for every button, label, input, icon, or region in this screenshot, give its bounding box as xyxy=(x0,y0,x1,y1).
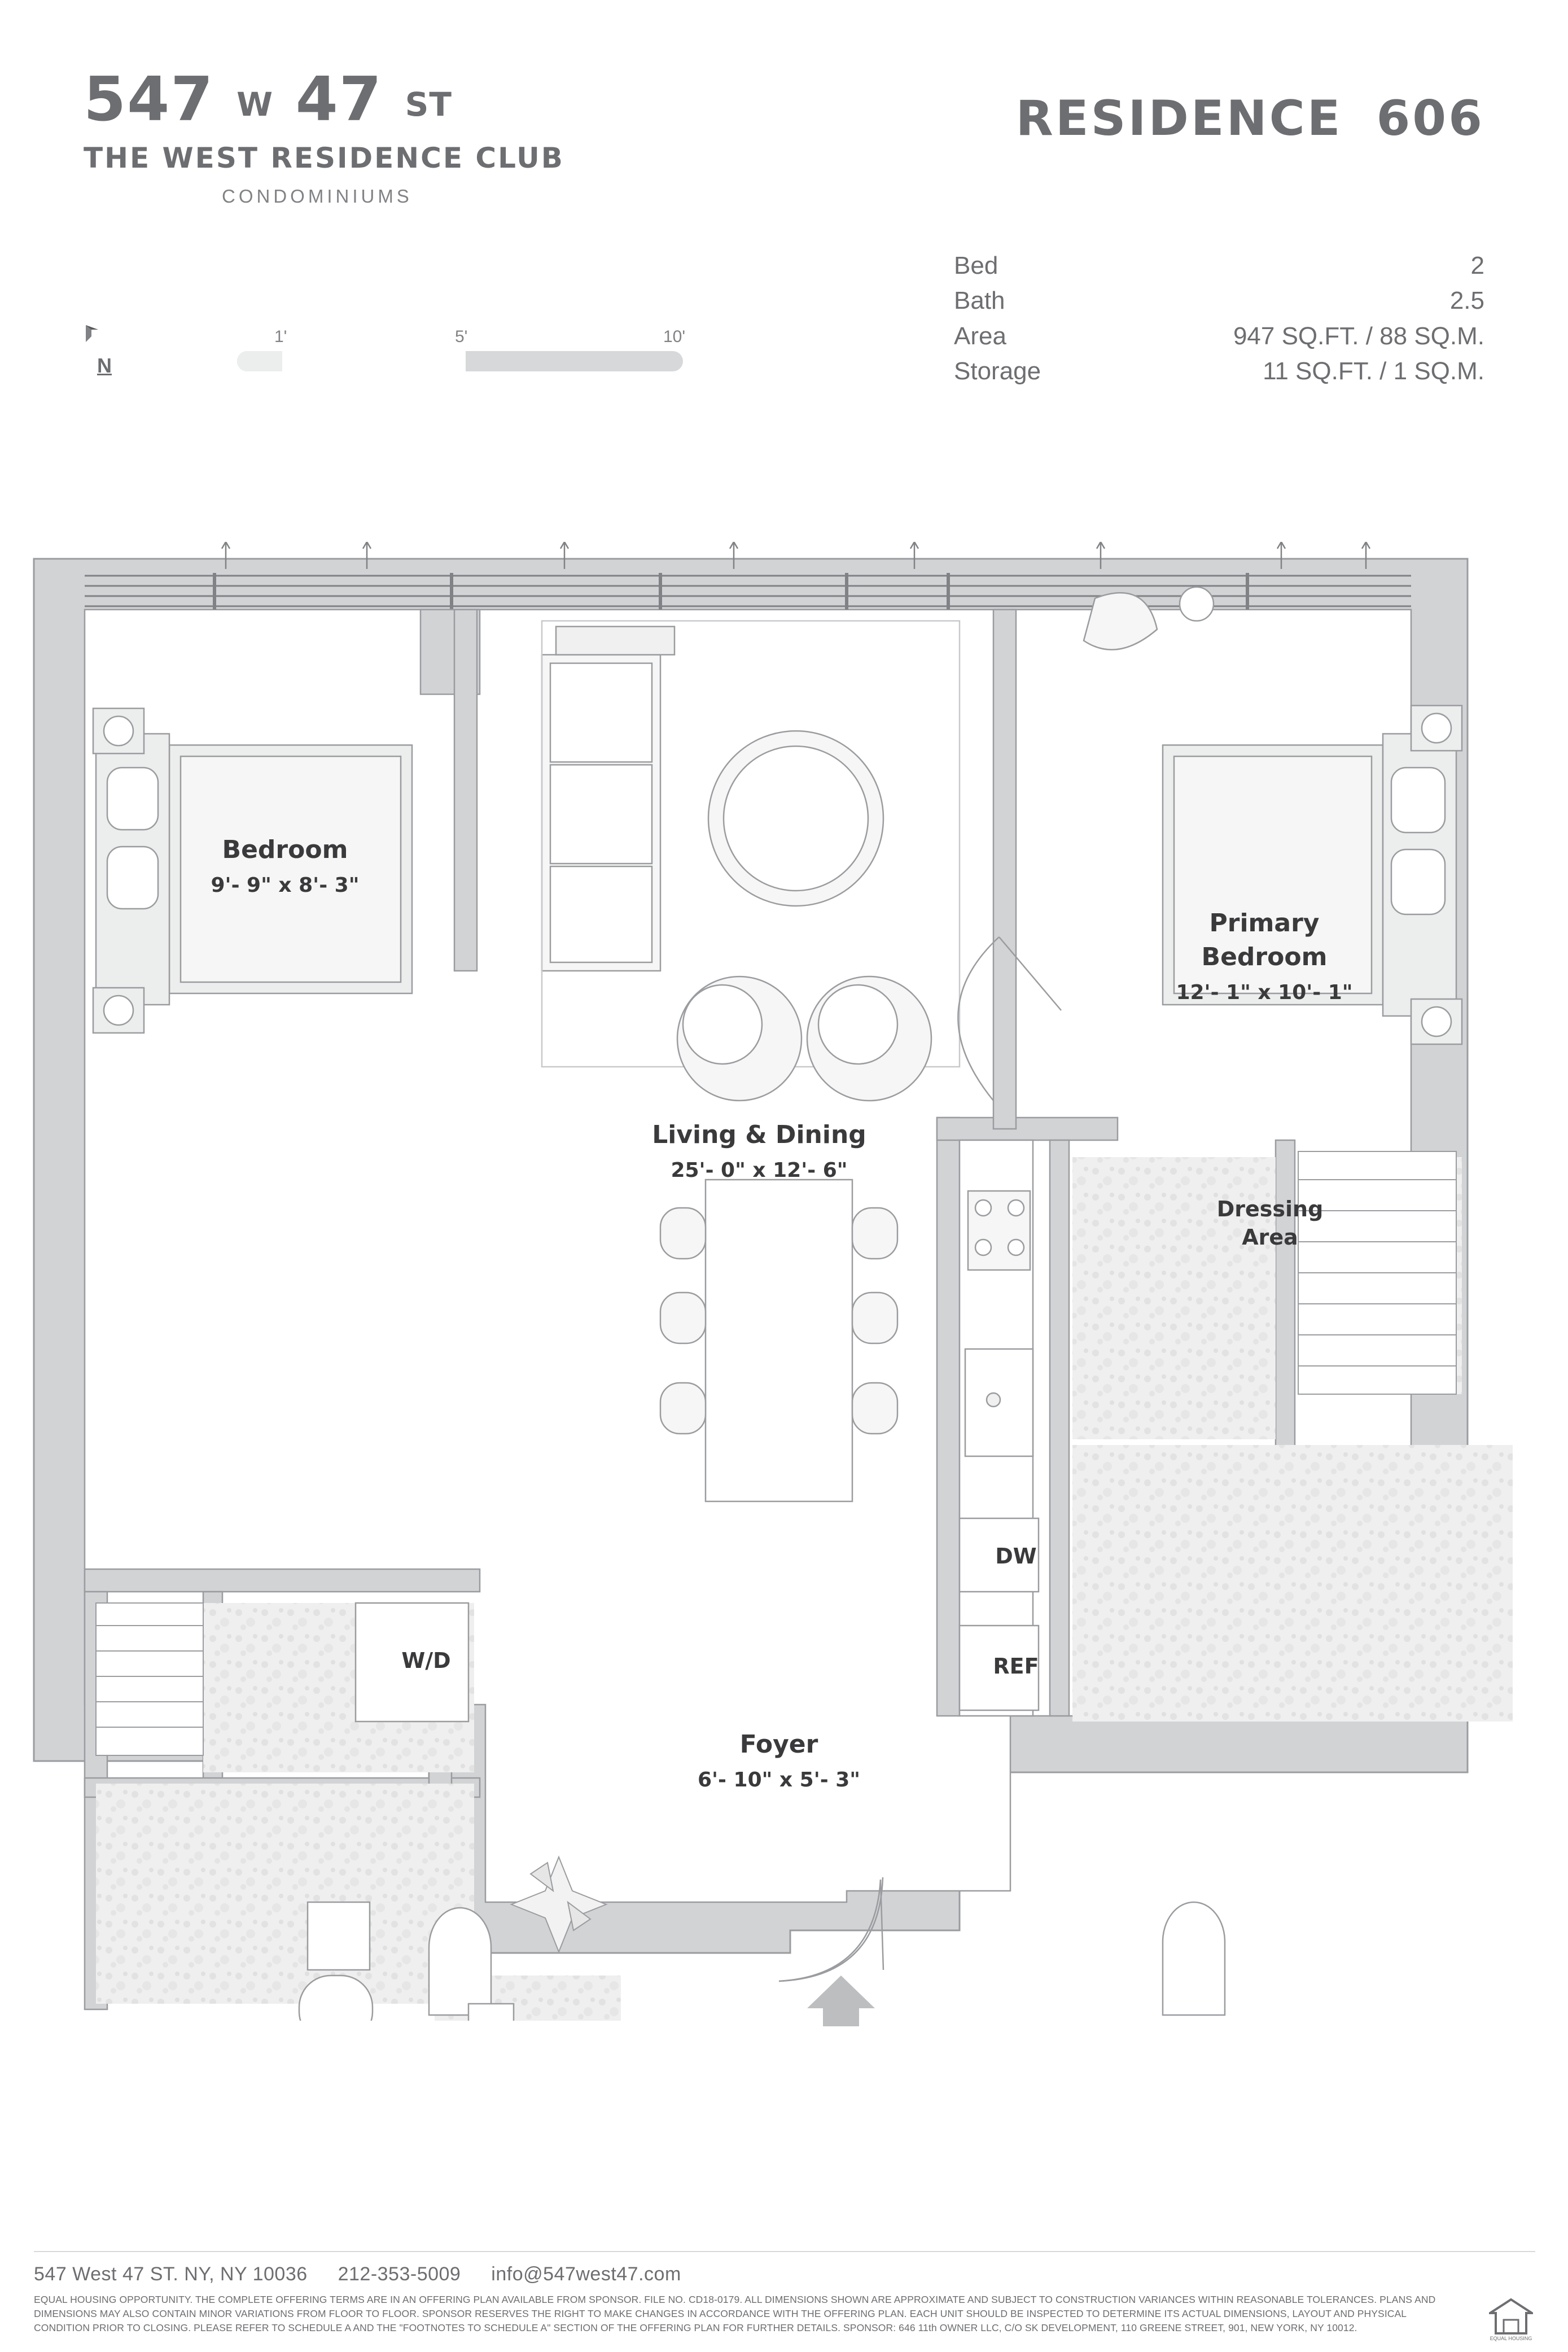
spec-value-bed: 2 xyxy=(1470,252,1484,279)
building-brand xyxy=(84,64,625,207)
appliance-label-dw: DW xyxy=(995,1544,1037,1569)
spec-value-storage: 11 SQ.FT. / 1 SQ.M. xyxy=(1263,357,1484,386)
spec-label-storage: Storage xyxy=(954,357,1041,386)
building-type: CONDOMINIUMS xyxy=(222,186,413,207)
spec-row-bath xyxy=(954,283,1484,318)
room-name-dressing-2: Area xyxy=(1242,1225,1298,1250)
spec-label-bath: Bath xyxy=(954,287,1005,315)
room-dim-primary: 12'- 1" x 10'- 1" xyxy=(1176,981,1353,1004)
appliance-label-wd: W/D xyxy=(401,1648,451,1673)
residence-title xyxy=(1016,90,1484,147)
footer-address: 547 West 47 ST. NY, NY 10036 xyxy=(34,2263,308,2285)
scale-tick-1: 1' xyxy=(274,327,287,346)
building-name-primary xyxy=(84,64,625,135)
north-arrow-icon xyxy=(84,323,123,379)
spec-value-area: 947 SQ.FT. / 88 SQ.M. xyxy=(1233,322,1484,350)
footer-email[interactable]: info@547west47.com xyxy=(491,2263,681,2285)
scale-and-north xyxy=(84,316,686,395)
room-dim-living: 25'- 0" x 12'- 6" xyxy=(671,1159,848,1182)
north-label: N xyxy=(97,354,112,377)
entry-arrow-icon xyxy=(807,1976,875,2026)
building-street-suffix: ST xyxy=(405,85,452,124)
spec-row-storage xyxy=(954,354,1484,389)
svg-text:EQUAL HOUSING: EQUAL HOUSING xyxy=(1490,2336,1532,2341)
residence-title-label: RESIDENCE xyxy=(1015,90,1343,147)
appliance-label-ref: REF xyxy=(993,1654,1039,1679)
spec-row-bed xyxy=(954,248,1484,283)
spec-label-area: Area xyxy=(954,322,1006,350)
footer-divider xyxy=(34,2251,1535,2252)
footer-contact xyxy=(34,2263,706,2285)
footer-phone[interactable]: 212-353-5009 xyxy=(338,2263,461,2285)
room-name-bedroom: Bedroom xyxy=(222,835,348,864)
room-name-primary-1: Primary xyxy=(1209,909,1320,938)
building-number: 547 xyxy=(84,64,214,135)
room-name-primary-2: Bedroom xyxy=(1201,943,1328,971)
equal-housing-opportunity-icon xyxy=(1489,2296,1533,2341)
spec-row-area xyxy=(954,319,1484,354)
floorplan-drawing xyxy=(0,542,1568,2021)
room-name-living: Living & Dining xyxy=(652,1120,866,1149)
building-street-number: 47 xyxy=(295,64,383,135)
room-name-dressing-1: Dressing xyxy=(1216,1197,1324,1221)
spec-label-bed: Bed xyxy=(954,252,998,279)
scale-tick-5: 5' xyxy=(455,327,468,346)
residence-number: 606 xyxy=(1376,90,1484,147)
room-dim-bedroom: 9'- 9" x 8'- 3" xyxy=(211,874,360,897)
scale-bar xyxy=(237,327,686,371)
residence-specs xyxy=(954,248,1484,389)
room-dim-foyer: 6'- 10" x 5'- 3" xyxy=(697,1768,861,1792)
room-name-foyer: Foyer xyxy=(739,1730,818,1759)
building-street-dir: W xyxy=(236,85,274,124)
scale-tick-10: 10' xyxy=(663,327,686,346)
legal-disclaimer: EQUAL HOUSING OPPORTUNITY. THE COMPLETE OFFERING TERMS ARE IN AN OFFERING PLAN AVAILABLE FROM SPONSOR. FILE NO. CD18-0179. ALL DIMENSIONS SHOWN ARE APPROXIMATE AND SUBJECT TO CONSTRUCTION VARIANCES WITHIN REASONABLE TOLERANCES. PLANS AND DIMENSIONS MAY ALSO CONTAIN MINOR VARIATIONS FROM FLOOR TO FLOOR. SPONSOR RESERVES THE RIGHT TO MAKE CHANGES IN ACCORDANCE WITH THE OFFERING PLAN. EACH UNIT SHOULD BE INSPECTED TO DETERMINE ITS ACTUAL DIMENSIONS, LAYOUT AND PHYSICAL CONDITION PRIOR TO CLOSING. PLEASE REFER TO SCHEDULE A AND THE "FOOTNOTES TO SCHEDULE A" SECTION OF THE OFFERING PLAN FOR FURTHER DETAILS. SPONSOR: 646 11th OWNER LLC, C/O SK DEVELOPMENT, 110 GREENE STREET, 901, NEW YORK, NY 10012. xyxy=(34,2294,1436,2333)
spec-value-bath: 2.5 xyxy=(1449,287,1484,315)
building-name-secondary: THE WEST RESIDENCE CLUB xyxy=(84,142,564,175)
